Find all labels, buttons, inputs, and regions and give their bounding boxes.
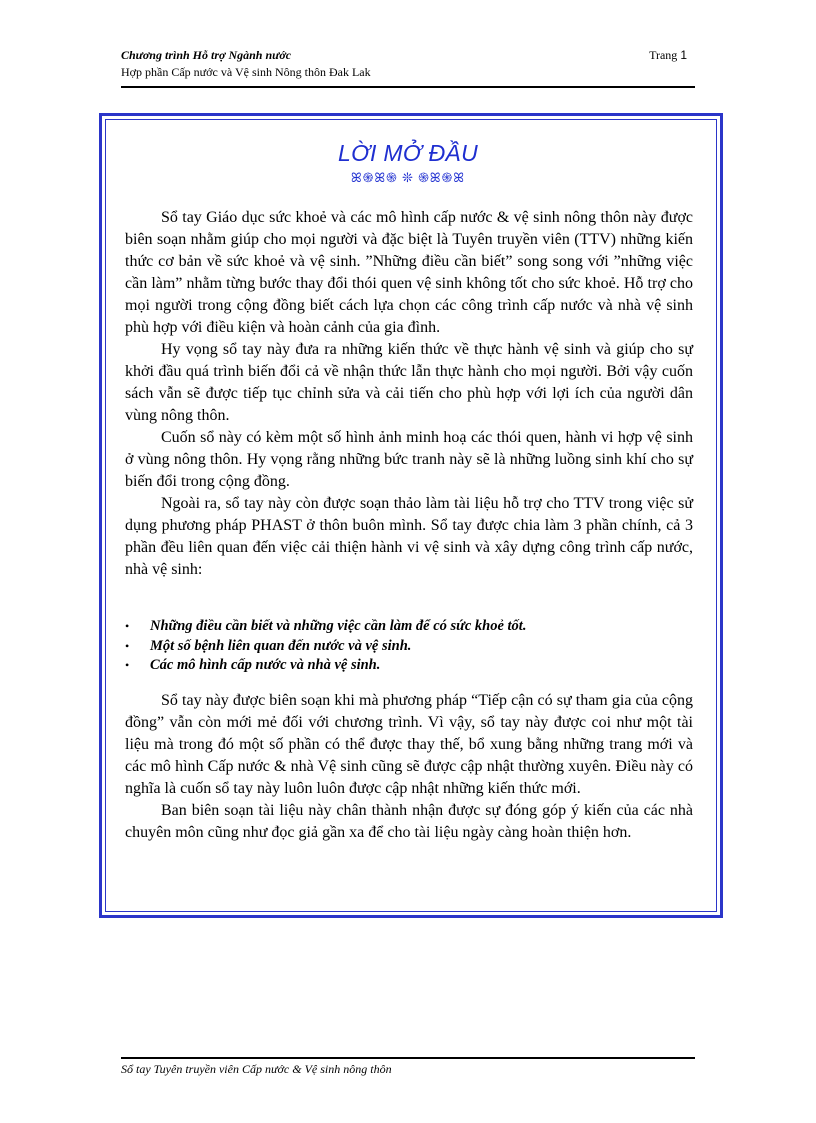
bullet-icon: • bbox=[125, 619, 130, 633]
paragraph: Ngoài ra, sổ tay này còn được soạn thảo làm tài liệu hỗ trợ cho TTV trong việc sử dụng phương pháp PHAST ở thôn buôn mình. Sổ tay được chia làm 3 phần chính, cả 3 phần đều liên quan đến việc cải thiện hành vi vệ sinh và xây dựng công trình cấp nước, nhà vệ sinh: bbox=[125, 495, 693, 578]
section-list bbox=[125, 617, 693, 676]
list-item-text: Những điều cần biết và những việc cần làm để có sức khoẻ tốt. bbox=[150, 618, 527, 634]
footer-divider bbox=[121, 1057, 695, 1059]
list-item-text: Một số bệnh liên quan đến nước và vệ sinh. bbox=[150, 637, 412, 654]
paragraph: Sổ tay Giáo dục sức khoẻ và các mô hình cấp nước & vệ sinh nông thôn này được biên soạn nhằm giúp cho mọi người và đặc biệt là Tuyên truyền viên (TTV) những kiến thức cơ bản về sức khoẻ và vệ sinh. ”Những điều cần biết” song song với ”những việc cần làm” nhằm từng bước thay đổi thói quen vệ sinh không tốt cho sức khoẻ. Hỗ trợ cho mọi người trong cộng đồng biết cách lựa chọn các công trình cấp nước và nhà vệ sinh phù hợp với điều kiện và hoàn cảnh của gia đình. bbox=[125, 209, 693, 336]
bullet-icon: • bbox=[125, 658, 130, 672]
component-name: Hợp phần Cấp nước và Vệ sinh Nông thôn Đak Lak bbox=[121, 65, 371, 79]
paragraph: Sổ tay này được biên soạn khi mà phương pháp “Tiếp cận có sự tham gia của cộng đồng” vẫn còn mới mẻ đối với chương trình. Vì vậy, sổ tay này được coi như một tài liệu mà trong đó một số phần có thể được thay thế, bổ xung bằng những trang mới và các mô hình Cấp nước & nhà Vệ sinh cũng sẽ được cập nhật thường xuyên. Điều này có nghĩa là cuốn sổ tay này luôn luôn được cập nhật những kiến thức mới. bbox=[125, 692, 693, 797]
page-footer: Sổ tay Tuyên truyền viên Cấp nước & Vệ sinh nông thôn bbox=[121, 1062, 392, 1076]
title-ornament: ꕤ֍ꕤ֍ ❊ ֍ꕤ֍ꕤ bbox=[350, 170, 466, 185]
bullet-icon: • bbox=[125, 638, 130, 653]
list-item bbox=[125, 637, 693, 657]
header-divider bbox=[121, 86, 695, 88]
paragraph: Hy vọng sổ tay này đưa ra những kiến thức về thực hành vệ sinh và giúp cho sự khởi đầu quá trình biến đổi cả về nhận thức lẫn thực hành cho mọi người. Bởi vậy cuốn sách vẫn sẽ được tiếp tục chỉnh sửa và cải tiến cho phù hợp với lợi ích của người dân vùng nông thôn. bbox=[125, 341, 693, 424]
paragraph: Ban biên soạn tài liệu này chân thành nhận được sự đóng góp ý kiến của các nhà chuyên môn cũng như đọc giả gần xa để cho tài liệu ngày càng hoàn thiện hơn. bbox=[125, 802, 693, 841]
page-title: LỜI MỞ ĐẦU bbox=[337, 140, 478, 166]
program-name: Chương trình Hỗ trợ Ngành nước bbox=[121, 48, 292, 62]
closing-body bbox=[125, 690, 693, 844]
page-indicator bbox=[649, 48, 687, 63]
list-item bbox=[125, 656, 693, 676]
paragraph: Cuốn sổ này có kèm một số hình ảnh minh hoạ các thói quen, hành vi hợp vệ sinh ở vùng nông thôn. Hy vọng rằng những bức tranh này sẽ là những luồng sinh khí cho sự biến đổi trong cộng đồng. bbox=[125, 429, 693, 490]
intro-body bbox=[125, 207, 693, 581]
page-number: 1 bbox=[680, 48, 687, 62]
list-item bbox=[125, 617, 693, 637]
page-label: Trang bbox=[649, 48, 678, 62]
list-item-text: Các mô hình cấp nước và nhà vệ sinh. bbox=[150, 657, 381, 673]
